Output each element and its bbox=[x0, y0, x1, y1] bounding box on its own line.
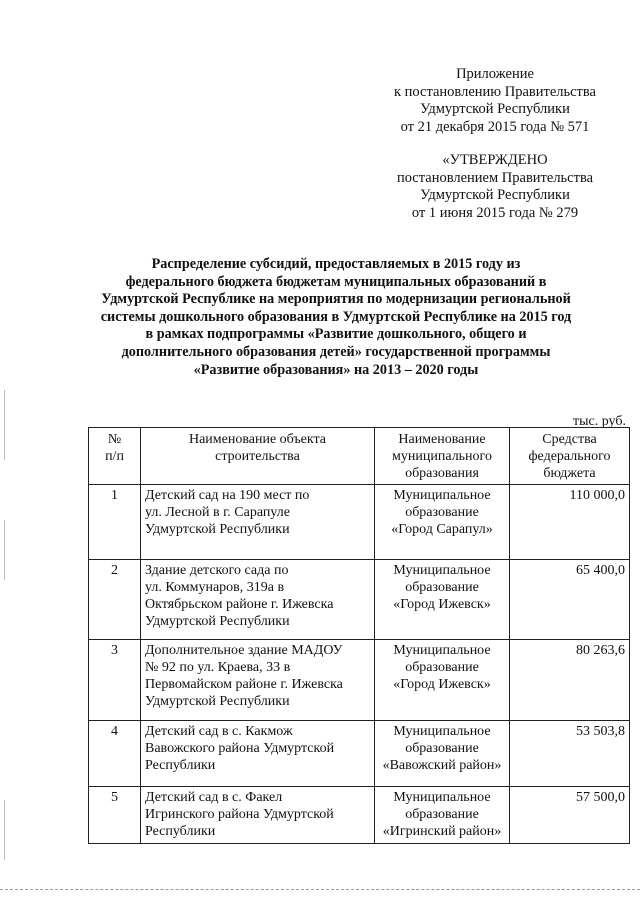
table-row bbox=[89, 721, 630, 787]
municipality-line: образование bbox=[405, 741, 479, 756]
object-line: Здание детского сада по bbox=[145, 563, 289, 578]
approved-line: постановлением Правительства bbox=[396, 169, 594, 186]
header-text: Наименование bbox=[398, 432, 486, 447]
object-line: Вавожского района Удмуртской bbox=[145, 741, 335, 756]
municipality-line: образование bbox=[405, 807, 479, 822]
municipality-line: «Вавожский район» bbox=[382, 758, 502, 773]
municipality-line: Муниципальное bbox=[393, 488, 491, 503]
municipality-name bbox=[375, 787, 510, 844]
appendix-line: к постановлению Правительства bbox=[394, 83, 596, 100]
object-name bbox=[141, 787, 375, 844]
scan-edge-mark bbox=[4, 520, 5, 580]
page-bottom-rule bbox=[0, 889, 640, 891]
municipality-line: Муниципальное bbox=[393, 790, 491, 805]
appendix-line: Приложение bbox=[456, 66, 534, 82]
header-num bbox=[89, 428, 141, 485]
object-line: № 92 по ул. Краева, 33 в bbox=[145, 660, 291, 675]
municipality-name bbox=[375, 640, 510, 721]
municipality-line: «Город Сарапул» bbox=[391, 522, 493, 537]
table-row bbox=[89, 640, 630, 721]
object-line: Дополнительное здание МАДОУ bbox=[145, 643, 343, 658]
header-text: Наименование объекта bbox=[188, 432, 327, 447]
title-line: Распределение субсидий, предоставляемых в 2015 году из bbox=[151, 256, 521, 272]
municipality-line: образование bbox=[405, 505, 479, 520]
object-line: Детский сад на 190 мест по bbox=[145, 488, 310, 503]
funds-amount: 57 500,0 bbox=[510, 787, 630, 844]
scan-edge-mark bbox=[4, 800, 5, 860]
object-line: Октябрьском районе г. Ижевска bbox=[145, 597, 334, 612]
units-label: тыс. руб. bbox=[573, 414, 626, 429]
municipality-line: Муниципальное bbox=[393, 724, 491, 739]
funds-amount: 80 263,6 bbox=[510, 640, 630, 721]
object-name bbox=[141, 640, 375, 721]
row-number: 2 bbox=[89, 560, 141, 640]
municipality-name bbox=[375, 560, 510, 640]
title-line: дополнительного образования детей» государственной программы bbox=[121, 343, 551, 360]
municipality-line: «Город Ижевск» bbox=[393, 677, 491, 692]
object-line: Республики bbox=[145, 824, 216, 839]
object-name bbox=[141, 721, 375, 787]
object-line: Удмуртской Республики bbox=[145, 614, 290, 629]
object-line: Игринского района Удмуртской bbox=[145, 807, 334, 822]
object-line: ул. Лесной в г. Сарапуле bbox=[145, 505, 290, 520]
row-number: 1 bbox=[89, 485, 141, 560]
header-municipality bbox=[375, 428, 510, 485]
header-text: федерального bbox=[528, 449, 611, 464]
municipality-line: образование bbox=[405, 660, 479, 675]
municipality-line: «Игринский район» bbox=[382, 824, 502, 839]
municipality-line: «Город Ижевск» bbox=[393, 597, 491, 612]
table-row bbox=[89, 787, 630, 844]
row-number: 5 bbox=[89, 787, 141, 844]
object-line: Республики bbox=[145, 758, 216, 773]
table-header-row bbox=[89, 428, 630, 485]
municipality-line: Муниципальное bbox=[393, 643, 491, 658]
object-line: Удмуртской Республики bbox=[145, 522, 290, 537]
object-line: Детский сад в с. Какмож bbox=[145, 724, 293, 739]
object-line: Удмуртской Республики bbox=[145, 694, 290, 709]
municipality-name bbox=[375, 721, 510, 787]
header-text: строительства bbox=[215, 449, 300, 464]
header-object bbox=[141, 428, 375, 485]
header-text: образования bbox=[405, 466, 479, 481]
approved-block bbox=[360, 152, 630, 222]
object-name bbox=[141, 560, 375, 640]
approved-date-line: от 1 июня 2015 года № 279 bbox=[411, 204, 579, 221]
municipality-line: образование bbox=[405, 580, 479, 595]
funds-amount: 65 400,0 bbox=[510, 560, 630, 640]
row-number: 3 bbox=[89, 640, 141, 721]
title-line: федерального бюджета бюджетам муниципальных образований в bbox=[125, 273, 547, 290]
object-name bbox=[141, 485, 375, 560]
municipality-name bbox=[375, 485, 510, 560]
appendix-line: Удмуртской Республики bbox=[420, 101, 570, 117]
table-row bbox=[89, 485, 630, 560]
scan-edge-mark bbox=[4, 390, 5, 460]
object-line: Детский сад в с. Факел bbox=[145, 790, 283, 805]
header-text: п/п bbox=[105, 449, 124, 464]
title-line: в рамках подпрограммы «Развитие дошкольного, общего и bbox=[145, 326, 527, 343]
appendix-date-line: от 21 декабря 2015 года № 571 bbox=[400, 118, 590, 135]
header-text: бюджета bbox=[543, 466, 596, 481]
municipality-line: Муниципальное bbox=[393, 563, 491, 578]
appendix-block bbox=[360, 66, 630, 136]
header-text: № bbox=[107, 432, 122, 447]
row-number: 4 bbox=[89, 721, 141, 787]
header-text: муниципального bbox=[392, 449, 492, 464]
document-title bbox=[60, 256, 612, 379]
header-funds bbox=[510, 428, 630, 485]
funds-amount: 53 503,8 bbox=[510, 721, 630, 787]
approved-line: «УТВЕРЖДЕНО bbox=[442, 152, 548, 168]
funds-amount: 110 000,0 bbox=[510, 485, 630, 560]
title-line: «Развитие образования» на 2013 – 2020 годы bbox=[193, 361, 479, 378]
header-text: Средства bbox=[542, 432, 597, 447]
object-line: ул. Коммунаров, 319а в bbox=[145, 580, 285, 595]
subsidy-table bbox=[88, 427, 630, 844]
object-line: Первомайском районе г. Ижевска bbox=[145, 677, 343, 692]
approved-line: Удмуртской Республики bbox=[420, 187, 570, 203]
title-line: Удмуртской Республике на мероприятия по модернизации региональной bbox=[101, 291, 571, 308]
title-line: системы дошкольного образования в Удмуртской Республике на 2015 год bbox=[100, 308, 572, 325]
table-row bbox=[89, 560, 630, 640]
